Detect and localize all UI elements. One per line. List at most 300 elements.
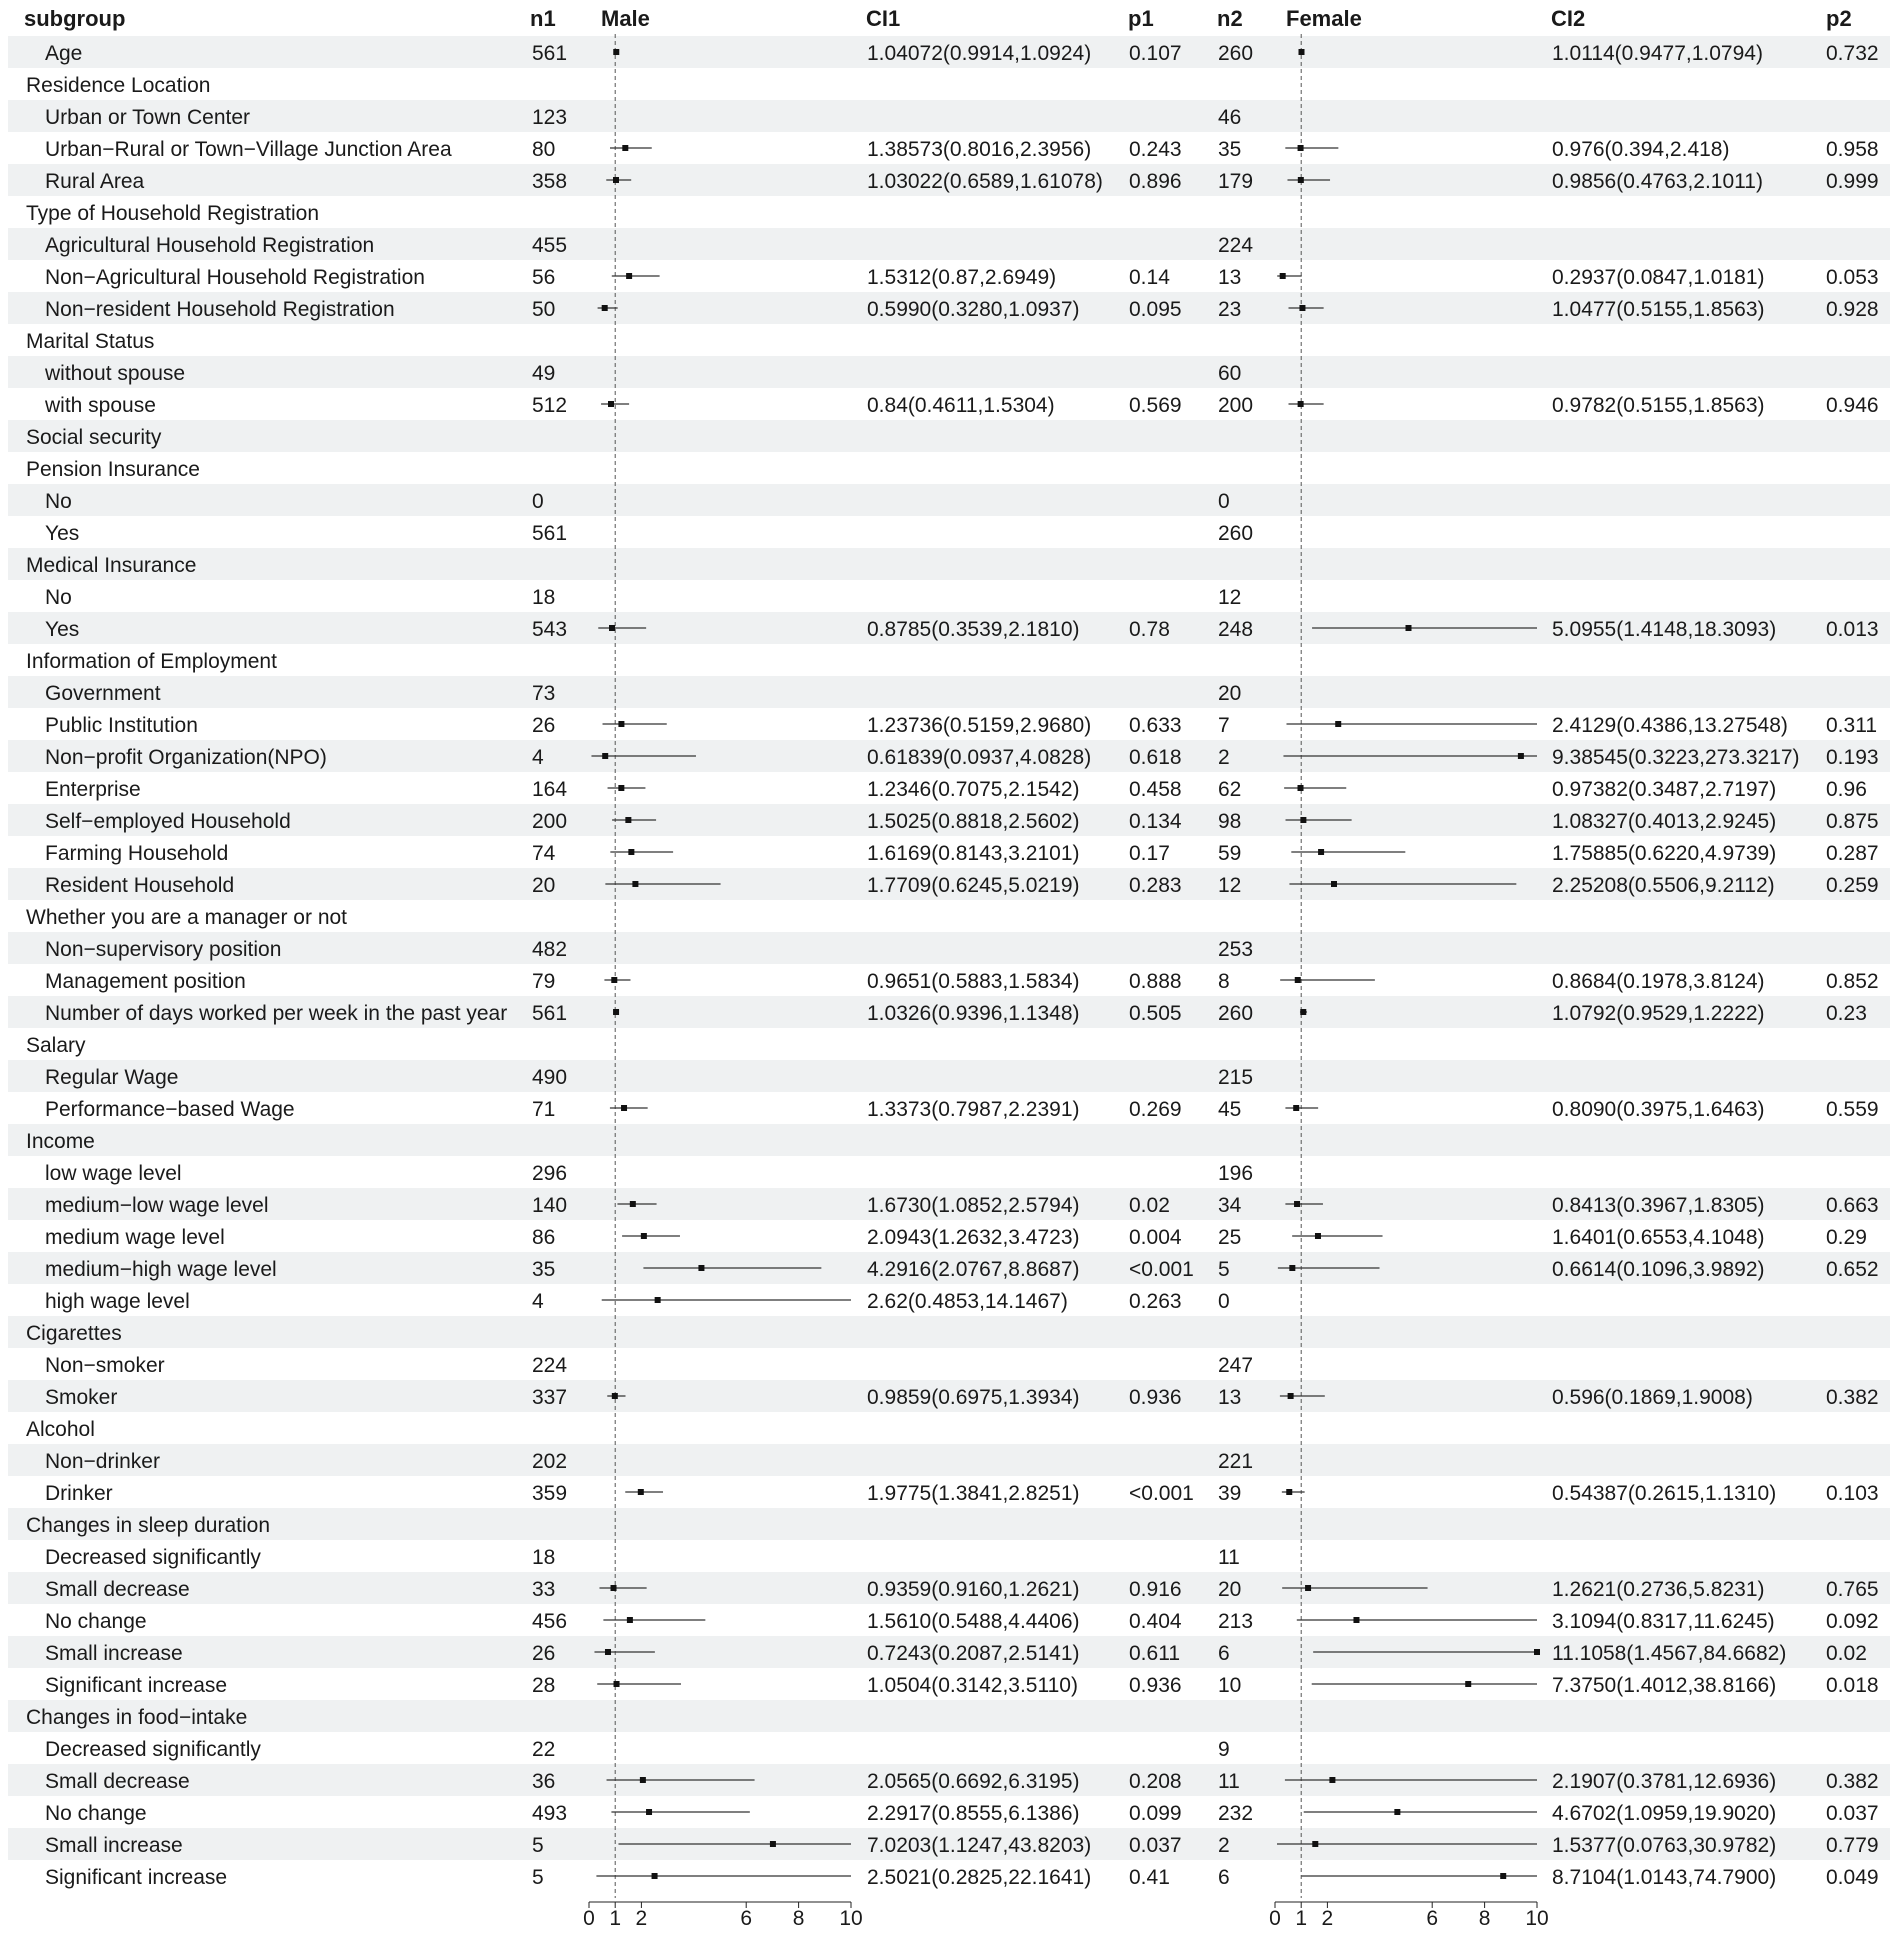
p2-cell: 0.053 [1826, 266, 1879, 289]
female-estimate-point [1298, 401, 1304, 407]
n2-cell: 260 [1218, 42, 1254, 65]
n2-cell: 13 [1218, 266, 1242, 289]
p1-cell: <0.001 [1129, 1482, 1194, 1505]
n2-cell: 7 [1218, 714, 1230, 737]
n1-cell: 49 [532, 362, 556, 385]
subgroup-label: Significant increase [45, 1866, 228, 1889]
p2-cell: 0.037 [1826, 1802, 1879, 1825]
n2-cell: 45 [1218, 1098, 1242, 1121]
p2-cell: 0.559 [1826, 1098, 1879, 1121]
n1-cell: 56 [532, 266, 556, 289]
n2-cell: 253 [1218, 938, 1254, 961]
male-estimate-point [618, 721, 624, 727]
n2-cell: 200 [1218, 394, 1254, 417]
p2-cell: 0.013 [1826, 618, 1879, 641]
p2-cell: 0.852 [1826, 970, 1879, 993]
group-label: Pension Insurance [26, 458, 200, 481]
group-label: Medical Insurance [26, 554, 197, 577]
n2-cell: 232 [1218, 1802, 1254, 1825]
subgroup-label: Resident Household [45, 874, 235, 897]
female-estimate-point [1335, 721, 1341, 727]
n2-cell: 179 [1218, 170, 1254, 193]
row-band [8, 420, 1890, 452]
p1-cell: 0.107 [1129, 42, 1182, 65]
male-estimate-point [630, 1201, 636, 1207]
subgroup-label: No [45, 586, 72, 609]
n1-cell: 296 [532, 1162, 568, 1185]
n1-cell: 337 [532, 1386, 568, 1409]
male-x-tick-label: 2 [635, 1907, 648, 1930]
ci2-cell: 1.75885(0.6220,4.9739) [1552, 842, 1777, 865]
n1-cell: 35 [532, 1258, 556, 1281]
p2-cell: 0.999 [1826, 170, 1879, 193]
subgroup-label: without spouse [45, 362, 186, 385]
n1-cell: 164 [532, 778, 568, 801]
p1-cell: 0.208 [1129, 1770, 1182, 1793]
ci2-cell: 1.0477(0.5155,1.8563) [1552, 298, 1765, 321]
n1-cell: 80 [532, 138, 556, 161]
header-female: Female [1286, 6, 1362, 31]
ci2-cell: 1.6401(0.6553,4.1048) [1552, 1226, 1765, 1249]
p2-cell: 0.732 [1826, 42, 1879, 65]
female-estimate-point [1294, 1201, 1300, 1207]
subgroup-label: Number of days worked per week in the past year [45, 1002, 508, 1025]
male-estimate-point [621, 1105, 627, 1111]
p1-cell: 0.569 [1129, 394, 1182, 417]
female-estimate-point [1298, 785, 1304, 791]
male-estimate-point [652, 1873, 658, 1879]
p2-cell: 0.382 [1826, 1770, 1879, 1793]
subgroup-label: Non−drinker [45, 1450, 160, 1473]
ci1-cell: 2.62(0.4853,14.1467) [867, 1290, 1068, 1313]
n1-cell: 200 [532, 810, 568, 833]
p2-cell: 0.103 [1826, 1482, 1879, 1505]
n2-cell: 0 [1218, 490, 1230, 513]
p1-cell: 0.269 [1129, 1098, 1182, 1121]
subgroup-label: Smoker [45, 1386, 118, 1409]
female-estimate-point [1406, 625, 1412, 631]
n1-cell: 28 [532, 1674, 556, 1697]
ci1-cell: 1.5610(0.5488,4.4406) [867, 1610, 1080, 1633]
ci2-cell: 0.9856(0.4763,2.1011) [1552, 170, 1763, 193]
ci1-cell: 1.7709(0.6245,5.0219) [867, 874, 1080, 897]
ci1-cell: 1.6730(1.0852,2.5794) [867, 1194, 1080, 1217]
female-estimate-point [1298, 49, 1304, 55]
ci2-cell: 2.4129(0.4386,13.27548) [1552, 714, 1788, 737]
p2-cell: 0.958 [1826, 138, 1879, 161]
ci1-cell: 0.9651(0.5883,1.5834) [867, 970, 1080, 993]
group-label: Salary [26, 1034, 86, 1057]
female-estimate-point [1280, 273, 1286, 279]
n2-cell: 0 [1218, 1290, 1230, 1313]
ci2-cell: 0.54387(0.2615,1.1310) [1552, 1482, 1777, 1505]
p2-cell: 0.765 [1826, 1578, 1879, 1601]
n2-cell: 248 [1218, 618, 1254, 641]
n1-cell: 4 [532, 746, 544, 769]
ci2-cell: 1.08327(0.4013,2.9245) [1552, 810, 1777, 833]
n2-cell: 20 [1218, 1578, 1242, 1601]
ci1-cell: 1.23736(0.5159,2.9680) [867, 714, 1092, 737]
ci1-cell: 0.9359(0.9160,1.2621) [867, 1578, 1080, 1601]
n2-cell: 221 [1218, 1450, 1254, 1473]
subgroup-label: Non−supervisory position [45, 938, 282, 961]
male-x-tick-label: 6 [740, 1907, 753, 1930]
p1-cell: 0.936 [1129, 1386, 1182, 1409]
subgroup-label: No change [45, 1610, 147, 1633]
male-estimate-point [626, 273, 632, 279]
n1-cell: 5 [532, 1866, 544, 1889]
p2-cell: 0.652 [1826, 1258, 1879, 1281]
subgroup-label: Regular Wage [45, 1066, 179, 1089]
n1-cell: 561 [532, 1002, 568, 1025]
subgroup-label: Government [45, 682, 161, 705]
n1-cell: 224 [532, 1354, 568, 1377]
p1-cell: 0.936 [1129, 1674, 1182, 1697]
male-x-tick-label: 8 [792, 1907, 805, 1930]
ci1-cell: 0.61839(0.0937,4.0828) [867, 746, 1092, 769]
female-estimate-point [1298, 177, 1304, 183]
ci1-cell: 1.0326(0.9396,1.1348) [867, 1002, 1080, 1025]
n1-cell: 543 [532, 618, 568, 641]
p1-cell: 0.505 [1129, 1002, 1182, 1025]
male-estimate-point [613, 1009, 619, 1015]
ci2-cell: 2.25208(0.5506,9.2112) [1552, 874, 1775, 897]
n1-cell: 74 [532, 842, 556, 865]
n2-cell: 6 [1218, 1866, 1230, 1889]
group-label: Income [26, 1130, 95, 1153]
n1-cell: 18 [532, 586, 556, 609]
p1-cell: 0.896 [1129, 170, 1182, 193]
n1-cell: 202 [532, 1450, 568, 1473]
male-estimate-point [640, 1777, 646, 1783]
ci2-cell: 0.9782(0.5155,1.8563) [1552, 394, 1765, 417]
n2-cell: 224 [1218, 234, 1254, 257]
male-estimate-point [613, 177, 619, 183]
male-estimate-point [614, 1681, 620, 1687]
ci1-cell: 0.9859(0.6975,1.3934) [867, 1386, 1080, 1409]
p2-cell: 0.311 [1826, 714, 1877, 737]
row-band [8, 1444, 1890, 1476]
female-estimate-point [1300, 817, 1306, 823]
ci2-cell: 1.0792(0.9529,1.2222) [1552, 1002, 1765, 1025]
ci2-cell: 1.0114(0.9477,1.0794) [1552, 42, 1763, 65]
ci1-cell: 1.0504(0.3142,3.5110) [867, 1674, 1078, 1697]
subgroup-label: Yes [45, 522, 80, 545]
subgroup-label: Non−profit Organization(NPO) [45, 746, 327, 769]
group-label: Marital Status [26, 330, 155, 353]
n2-cell: 215 [1218, 1066, 1254, 1089]
n2-cell: 11 [1218, 1770, 1240, 1793]
male-estimate-point [613, 49, 619, 55]
subgroup-label: Public Institution [45, 714, 198, 737]
p1-cell: 0.78 [1129, 618, 1170, 641]
n1-cell: 493 [532, 1802, 568, 1825]
p2-cell: 0.049 [1826, 1866, 1879, 1889]
ci2-cell: 0.8413(0.3967,1.8305) [1552, 1194, 1765, 1217]
female-estimate-point [1295, 977, 1301, 983]
p2-cell: 0.23 [1826, 1002, 1867, 1025]
group-label: Changes in sleep duration [26, 1514, 271, 1537]
x-axes [583, 1902, 1549, 1930]
n1-cell: 22 [532, 1738, 556, 1761]
male-estimate-point [611, 1585, 617, 1591]
female-estimate-point [1312, 1841, 1318, 1847]
male-estimate-point [638, 1489, 644, 1495]
female-estimate-point [1331, 881, 1337, 887]
p2-cell: 0.29 [1826, 1226, 1867, 1249]
female-estimate-point [1298, 145, 1304, 151]
subgroup-label: Drinker [45, 1482, 113, 1505]
ci2-cell: 1.2621(0.2736,5.8231) [1552, 1578, 1765, 1601]
p1-cell: 0.41 [1129, 1866, 1170, 1889]
female-estimate-point [1315, 1233, 1321, 1239]
p1-cell: 0.404 [1129, 1610, 1182, 1633]
female-estimate-point [1318, 849, 1324, 855]
subgroup-label: No change [45, 1802, 147, 1825]
header-subgroup: subgroup [24, 6, 126, 31]
male-estimate-point [602, 753, 608, 759]
subgroup-label: medium−low wage level [45, 1194, 269, 1217]
subgroup-label: Decreased significantly [45, 1546, 261, 1569]
p2-cell: 0.928 [1826, 298, 1879, 321]
p2-cell: 0.663 [1826, 1194, 1879, 1217]
ci2-cell: 0.6614(0.1096,3.9892) [1552, 1258, 1765, 1281]
ci2-cell: 11.1058(1.4567,84.6682) [1552, 1642, 1787, 1665]
n1-cell: 33 [532, 1578, 556, 1601]
p1-cell: 0.283 [1129, 874, 1182, 897]
p1-cell: 0.263 [1129, 1290, 1182, 1313]
group-label: Type of Household Registration [26, 202, 320, 225]
p1-cell: 0.02 [1129, 1194, 1170, 1217]
subgroup-label: medium wage level [45, 1226, 225, 1249]
p1-cell: 0.037 [1129, 1834, 1182, 1857]
female-estimate-point [1293, 1105, 1299, 1111]
subgroup-label: Non−smoker [45, 1354, 165, 1377]
subgroup-label: Performance−based Wage [45, 1098, 295, 1121]
subgroup-label: Significant increase [45, 1674, 228, 1697]
row-band [8, 1700, 1890, 1732]
header-ci1: CI1 [866, 6, 901, 31]
ci1-cell: 1.5312(0.87,2.6949) [867, 266, 1057, 289]
ci2-cell: 0.596(0.1869,1.9008) [1552, 1386, 1753, 1409]
male-estimate-point [646, 1809, 652, 1815]
n2-cell: 213 [1218, 1610, 1254, 1633]
subgroup-label: high wage level [45, 1290, 190, 1313]
female-estimate-point [1394, 1809, 1400, 1815]
ci1-cell: 0.7243(0.2087,2.5141) [867, 1642, 1080, 1665]
female-estimate-point [1534, 1649, 1540, 1655]
n2-cell: 39 [1218, 1482, 1242, 1505]
subgroup-label: Self−employed Household [45, 810, 291, 833]
ci2-cell: 4.6702(1.0959,19.9020) [1552, 1802, 1777, 1825]
p1-cell: 0.888 [1129, 970, 1182, 993]
ci1-cell: 2.2917(0.8555,6.1386) [867, 1802, 1080, 1825]
female-estimate-point [1289, 1265, 1295, 1271]
row-band [8, 1124, 1890, 1156]
male-estimate-point [627, 1617, 633, 1623]
p1-cell: 0.611 [1129, 1642, 1180, 1665]
n1-cell: 4 [532, 1290, 544, 1313]
ci1-cell: 1.3373(0.7987,2.2391) [867, 1098, 1080, 1121]
p2-cell: 0.259 [1826, 874, 1879, 897]
subgroup-label: No [45, 490, 72, 513]
ci1-cell: 2.0943(1.2632,3.4723) [867, 1226, 1080, 1249]
male-estimate-point [632, 881, 638, 887]
n1-cell: 0 [532, 490, 544, 513]
female-estimate-point [1329, 1777, 1335, 1783]
n2-cell: 260 [1218, 1002, 1254, 1025]
n2-cell: 2 [1218, 746, 1230, 769]
subgroup-label: Yes [45, 618, 80, 641]
p2-cell: 0.02 [1826, 1642, 1867, 1665]
n1-cell: 359 [532, 1482, 568, 1505]
p2-cell: 0.779 [1826, 1834, 1879, 1857]
group-label: Changes in food−intake [26, 1706, 248, 1729]
female-x-tick-label: 1 [1295, 1907, 1308, 1930]
ci2-cell: 1.5377(0.0763,30.9782) [1552, 1834, 1777, 1857]
n2-cell: 9 [1218, 1738, 1230, 1761]
row-band [8, 100, 1890, 132]
male-estimate-point [611, 977, 617, 983]
female-estimate-point [1353, 1617, 1359, 1623]
female-estimate-point [1465, 1681, 1471, 1687]
ci1-cell: 4.2916(2.0767,8.8687) [867, 1258, 1080, 1281]
male-estimate-point [605, 1649, 611, 1655]
male-x-tick-label: 1 [609, 1907, 622, 1930]
n1-cell: 123 [532, 106, 568, 129]
group-label: Information of Employment [26, 650, 277, 673]
male-x-tick-label: 0 [583, 1907, 595, 1930]
female-estimate-point [1518, 753, 1524, 759]
n2-cell: 12 [1218, 874, 1242, 897]
row-band [8, 356, 1890, 388]
n1-cell: 482 [532, 938, 568, 961]
ci1-cell: 2.0565(0.6692,6.3195) [867, 1770, 1080, 1793]
ci2-cell: 3.1094(0.8317,11.6245) [1552, 1610, 1775, 1633]
header-p2: p2 [1826, 6, 1852, 31]
n1-cell: 79 [532, 970, 556, 993]
female-x-tick-label: 10 [1525, 1907, 1549, 1930]
subgroup-label: Urban−Rural or Town−Village Junction Area [45, 138, 452, 161]
n2-cell: 5 [1218, 1258, 1230, 1281]
female-x-tick-label: 8 [1478, 1907, 1491, 1930]
column-headers [24, 6, 1852, 31]
row-band [8, 1060, 1890, 1092]
p2-cell: 0.96 [1826, 778, 1867, 801]
n2-cell: 59 [1218, 842, 1242, 865]
row-band [8, 1316, 1890, 1348]
ci1-cell: 1.03022(0.6589,1.61078) [867, 170, 1103, 193]
female-estimate-point [1300, 1009, 1306, 1015]
male-estimate-point [602, 305, 608, 311]
subgroup-label: with spouse [45, 394, 156, 417]
n1-cell: 73 [532, 682, 556, 705]
n1-cell: 140 [532, 1194, 568, 1217]
n2-cell: 35 [1218, 138, 1242, 161]
female-estimate-point [1500, 1873, 1506, 1879]
p1-cell: 0.14 [1129, 266, 1170, 289]
n2-cell: 13 [1218, 1386, 1242, 1409]
subgroup-label: Small increase [45, 1642, 183, 1665]
male-estimate-point [655, 1297, 661, 1303]
ci1-cell: 1.5025(0.8818,2.5602) [867, 810, 1080, 833]
male-estimate-point [609, 625, 615, 631]
n2-cell: 2 [1218, 1834, 1230, 1857]
n2-cell: 10 [1218, 1674, 1242, 1697]
p2-cell: 0.287 [1826, 842, 1879, 865]
ci2-cell: 0.2937(0.0847,1.0181) [1552, 266, 1765, 289]
male-estimate-point [618, 785, 624, 791]
subgroup-label: Small increase [45, 1834, 183, 1857]
header-ci2: CI2 [1551, 6, 1586, 31]
p1-cell: 0.17 [1129, 842, 1170, 865]
group-label: Whether you are a manager or not [26, 906, 348, 929]
n1-cell: 561 [532, 522, 568, 545]
p1-cell: 0.916 [1129, 1578, 1182, 1601]
row-band [8, 484, 1890, 516]
male-estimate-point [641, 1233, 647, 1239]
ci1-cell: 2.5021(0.2825,22.1641) [867, 1866, 1092, 1889]
subgroup-label: Farming Household [45, 842, 229, 865]
ci1-cell: 0.8785(0.3539,2.1810) [867, 618, 1080, 641]
ci2-cell: 0.8684(0.1978,3.8124) [1552, 970, 1765, 993]
p2-cell: 0.193 [1826, 746, 1879, 769]
n1-cell: 26 [532, 1642, 556, 1665]
p2-cell: 0.018 [1826, 1674, 1879, 1697]
header-n2: n2 [1217, 6, 1243, 31]
subgroup-label: low wage level [45, 1162, 182, 1185]
subgroup-label: Urban or Town Center [45, 106, 251, 129]
female-estimate-point [1305, 1585, 1311, 1591]
male-estimate-point [628, 849, 634, 855]
n2-cell: 98 [1218, 810, 1242, 833]
male-estimate-point [770, 1841, 776, 1847]
p1-cell: 0.243 [1129, 138, 1182, 161]
p2-cell: 0.875 [1826, 810, 1879, 833]
p1-cell: 0.004 [1129, 1226, 1182, 1249]
p2-cell: 0.092 [1826, 1610, 1879, 1633]
n2-cell: 196 [1218, 1162, 1254, 1185]
subgroup-label: Enterprise [45, 778, 141, 801]
subgroup-label: Small decrease [45, 1770, 190, 1793]
female-estimate-point [1286, 1489, 1292, 1495]
n1-cell: 490 [532, 1066, 568, 1089]
subgroup-label: Non−resident Household Registration [45, 298, 395, 321]
n2-cell: 11 [1218, 1546, 1240, 1569]
group-label: Social security [26, 426, 162, 449]
p1-cell: 0.458 [1129, 778, 1182, 801]
row-band [8, 1508, 1890, 1540]
subgroup-label: Management position [45, 970, 246, 993]
n1-cell: 50 [532, 298, 556, 321]
n1-cell: 18 [532, 1546, 556, 1569]
p1-cell: 0.134 [1129, 810, 1182, 833]
group-label: Alcohol [26, 1418, 95, 1441]
ci2-cell: 2.1907(0.3781,12.6936) [1552, 1770, 1777, 1793]
n2-cell: 12 [1218, 586, 1242, 609]
n2-cell: 23 [1218, 298, 1242, 321]
n2-cell: 25 [1218, 1226, 1242, 1249]
row-band [8, 932, 1890, 964]
n1-cell: 456 [532, 1610, 568, 1633]
ci1-cell: 1.2346(0.7075,2.1542) [867, 778, 1080, 801]
n2-cell: 247 [1218, 1354, 1254, 1377]
n2-cell: 6 [1218, 1642, 1230, 1665]
ci2-cell: 7.3750(1.4012,38.8166) [1552, 1674, 1777, 1697]
subgroup-label: Rural Area [45, 170, 145, 193]
subgroup-label: Small decrease [45, 1578, 190, 1601]
ci2-cell: 9.38545(0.3223,273.3217) [1552, 746, 1800, 769]
